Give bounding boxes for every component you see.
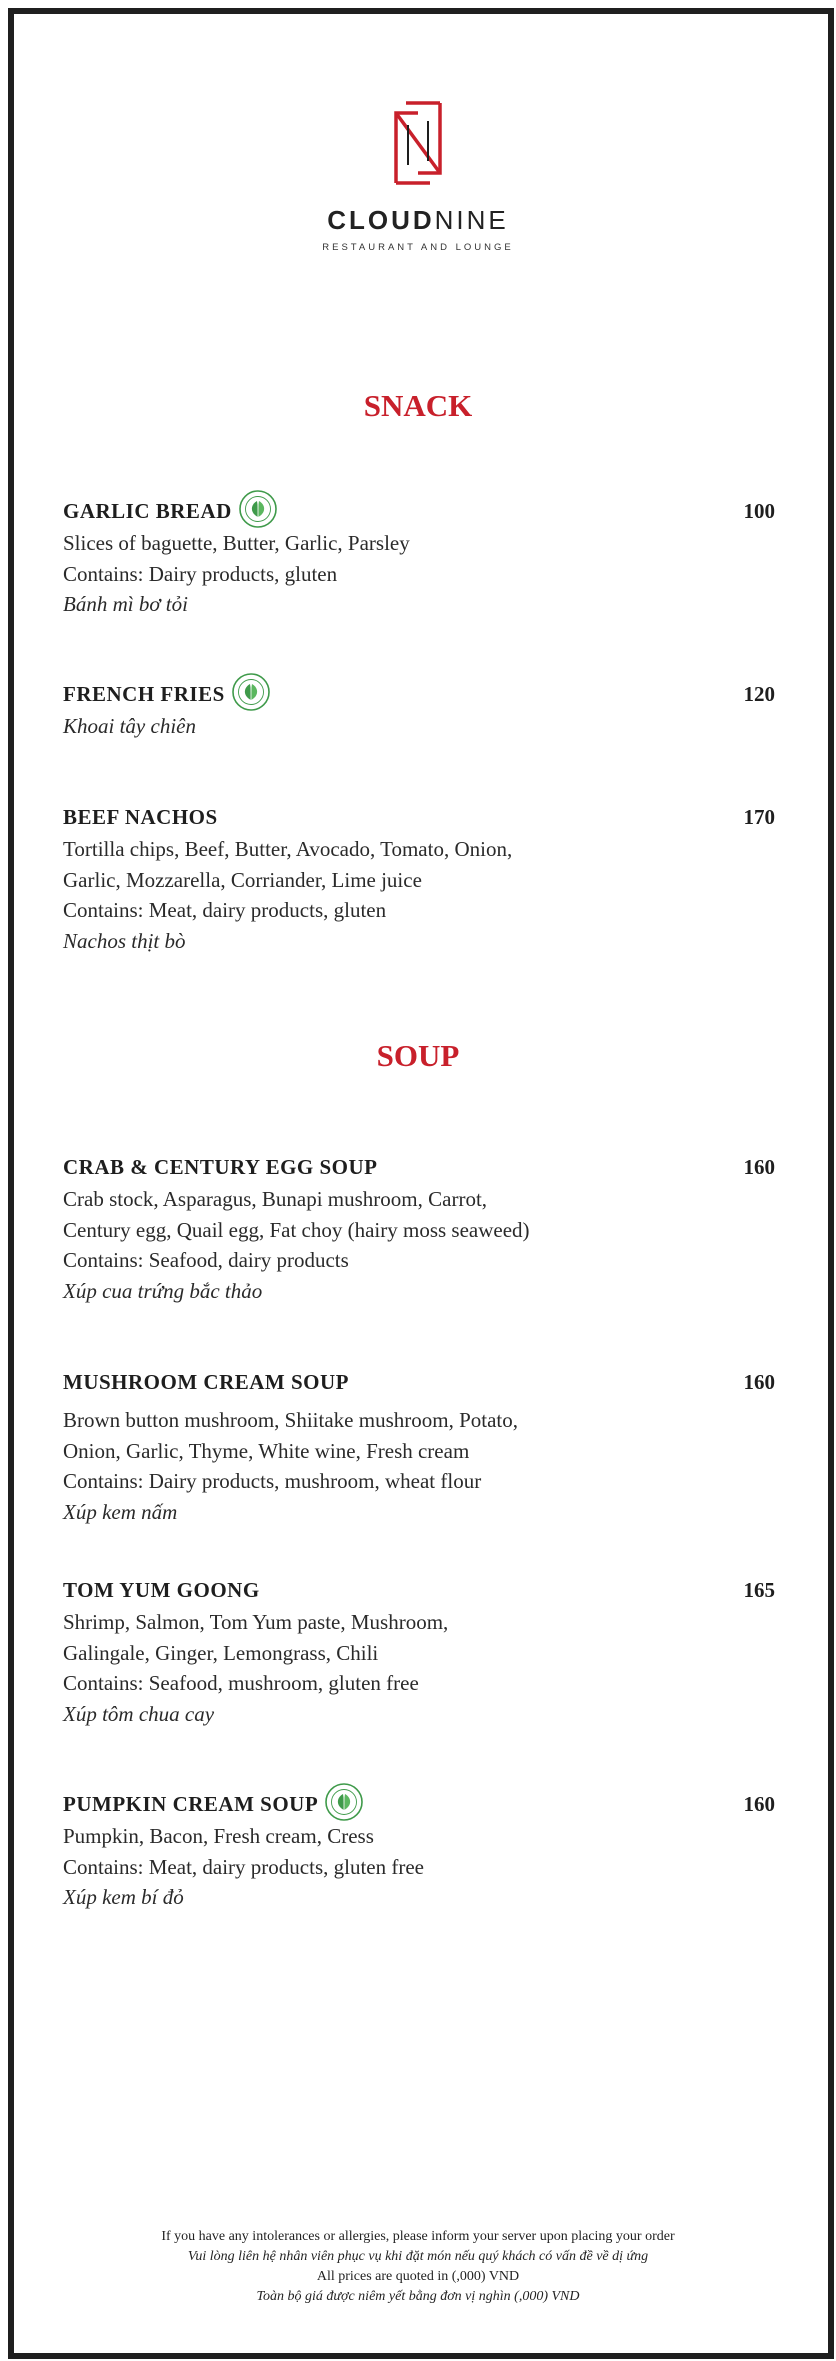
item-name: MUSHROOM CREAM SOUP [63, 1369, 349, 1394]
brand-tagline: RESTAURANT AND LOUNGE [322, 242, 514, 253]
item-vietnamese-name: Khoai tây chiên [63, 714, 196, 738]
item-description-line-2: Century egg, Quail egg, Fat choy (hairy moss seaweed) [63, 1217, 530, 1242]
vegetarian-friendly-leaf-icon [231, 672, 271, 712]
item-contains: Contains: Meat, dairy products, gluten [63, 898, 387, 922]
item-description: Slices of baguette, Butter, Garlic, Parsley [63, 531, 410, 555]
menu-item-mushroom-cream-soup [63, 1365, 775, 1527]
item-name: PUMPKIN CREAM SOUP [63, 1791, 319, 1816]
item-price: 100 [743, 498, 775, 523]
item-vietnamese-name: Nachos thịt bò [63, 928, 186, 953]
item-description-line-1: Brown button mushroom, Shiitake mushroom, Potato, [63, 1408, 518, 1432]
item-price: 160 [743, 1791, 775, 1816]
item-name: FRENCH FRIES [63, 681, 225, 706]
item-vietnamese-name: Bánh mì bơ tỏi [63, 592, 188, 616]
menu-item-tom-yum-goong [63, 1573, 775, 1729]
price-note-en: All prices are quoted in (,000) VND [316, 2269, 520, 2284]
item-price: 170 [743, 804, 775, 829]
brand-logo [0, 95, 836, 253]
item-name: TOM YUM GOONG [63, 1577, 260, 1602]
menu-item-french-fries [63, 677, 775, 742]
menu-item-garlic-bread [63, 494, 775, 620]
item-name: CRAB & CENTURY EGG SOUP [63, 1154, 378, 1179]
section-title-snack: SNACK [363, 388, 473, 423]
menu-item-crab-century-egg-soup [63, 1150, 775, 1306]
item-price: 165 [743, 1577, 775, 1602]
item-description: Pumpkin, Bacon, Fresh cream, Cress [63, 1824, 374, 1848]
item-description-line-1: Shrimp, Salmon, Tom Yum paste, Mushroom, [63, 1610, 449, 1634]
item-name: BEEF NACHOS [63, 804, 218, 829]
item-description-line-1: Tortilla chips, Beef, Butter, Avocado, Tomato, Onion, [63, 837, 513, 861]
item-price: 160 [743, 1154, 775, 1179]
item-vietnamese-name: Xúp cua trứng bắc thảo [63, 1278, 263, 1303]
item-contains: Contains: Dairy products, mushroom, wheat flour [63, 1469, 482, 1493]
price-note-vi: Toàn bộ giá được niêm yết bằng đơn vị nghìn (,000) VND [256, 2289, 580, 2304]
item-contains: Contains: Seafood, dairy products [63, 1248, 349, 1272]
menu-item-beef-nachos [63, 800, 775, 956]
allergy-note-en: If you have any intolerances or allergies, please inform your server upon placing your order [161, 2229, 675, 2244]
item-contains: Contains: Seafood, mushroom, gluten free [63, 1671, 419, 1695]
item-vietnamese-name: Xúp kem bí đỏ [63, 1885, 184, 1909]
item-description-line-2: Galingale, Ginger, Lemongrass, Chili [63, 1640, 379, 1665]
cloud-nine-monogram-icon [388, 95, 448, 191]
allergy-note-vi: Vui lòng liên hệ nhân viên phục vụ khi đặt món nếu quý khách có vấn đề về dị ứng [187, 2249, 649, 2264]
item-name: GARLIC BREAD [63, 498, 232, 523]
item-contains: Contains: Meat, dairy products, gluten free [63, 1854, 424, 1879]
item-vietnamese-name: Xúp kem nấm [63, 1499, 178, 1524]
item-description-line-2: Garlic, Mozzarella, Corriander, Lime juice [63, 867, 422, 892]
item-price: 120 [743, 681, 775, 706]
item-description-line-1: Crab stock, Asparagus, Bunapi mushroom, Carrot, [63, 1187, 488, 1211]
item-price: 160 [743, 1369, 775, 1394]
vegetarian-friendly-leaf-icon [238, 489, 278, 529]
item-description-line-2: Onion, Garlic, Thyme, White wine, Fresh cream [63, 1438, 470, 1463]
vegetarian-friendly-leaf-icon [324, 1782, 364, 1822]
brand-name: CLOUDNINE [327, 205, 509, 235]
item-vietnamese-name: Xúp tôm chua cay [63, 1701, 215, 1726]
menu-item-pumpkin-cream-soup [63, 1787, 775, 1913]
section-title-soup: SOUP [376, 1038, 460, 1073]
footer-notes [0, 2227, 836, 2307]
item-contains: Contains: Dairy products, gluten [63, 561, 338, 586]
